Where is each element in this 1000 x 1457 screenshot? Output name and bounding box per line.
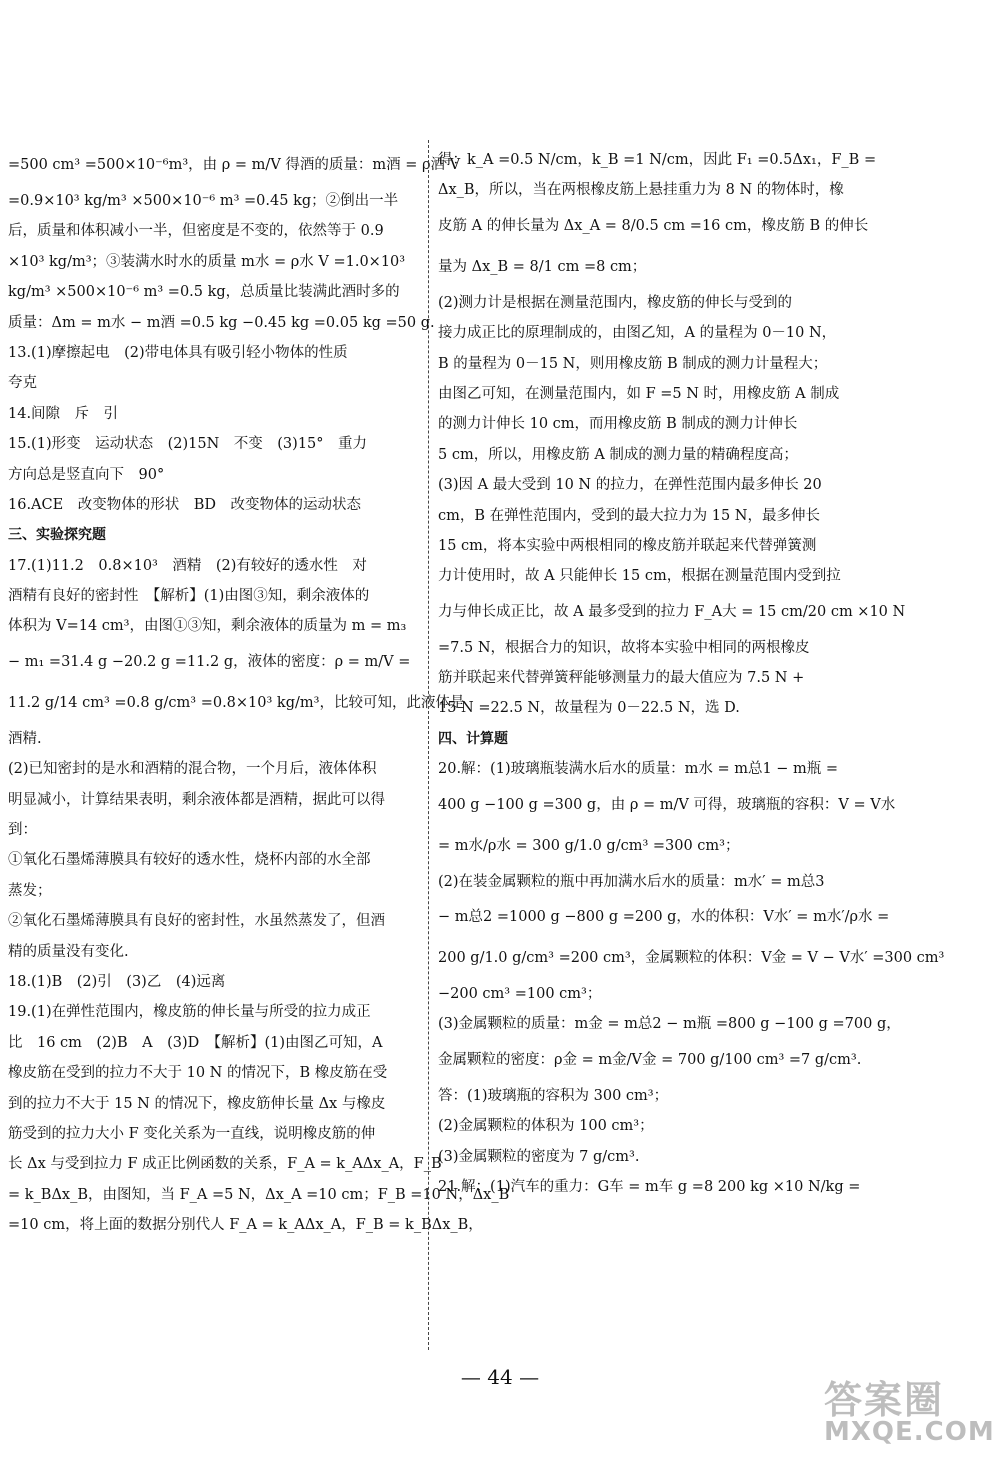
- text-line: 明显减小，计算结果表明，剩余液体都是酒精，据此可以得: [8, 791, 385, 808]
- watermark-logo: [820, 1361, 995, 1451]
- text-line: (2)测力计是根据在测量范围内，橡皮筋的伸长与受到的: [438, 294, 793, 311]
- page-number: — 44 —: [460, 1365, 540, 1389]
- text-line: 到的拉力不大于 15 N 的情况下，橡皮筋伸长量 Δx 与橡皮: [8, 1095, 386, 1112]
- text-line: − m总2 =1000 g −800 g =200 g，水的体积：V水′ = m水′/ρ水 =: [438, 909, 890, 926]
- text-line: 夸克: [8, 375, 37, 392]
- text-line: =7.5 N，根据合力的知识，故将本实验中相同的两根橡皮: [438, 639, 810, 656]
- text-line: 长 Δx 与受到拉力 F 成正比例函数的关系，F_A = k_AΔx_A，F_B: [8, 1156, 442, 1173]
- text-line: 体积为 V=14 cm³，由图①③知，剩余液体的质量为 m = m₃: [8, 618, 407, 635]
- text-line: ×10³ kg/m³；③装满水时水的质量 m水 = ρ水 V =1.0×10³: [8, 253, 406, 270]
- text-line: 的测力计伸长 10 cm，而用橡皮筋 B 制成的测力计伸长: [438, 416, 798, 433]
- text-line: 质量：Δm = m水 − m酒 =0.5 kg −0.45 kg =0.05 kg =50 g.: [8, 314, 435, 331]
- text-line: 蒸发；: [8, 882, 52, 899]
- column-divider: [428, 140, 429, 1350]
- text-line: 18.(1)B (2)引 (3)乙 (4)远离: [8, 973, 226, 990]
- text-line: 21.解：(1)汽车的重力：G车 = m车 g =8 200 kg ×10 N/kg =: [438, 1178, 861, 1195]
- text-line: 精的质量没有变化.: [8, 943, 129, 960]
- text-line: 橡皮筋在受到的拉力不大于 10 N 的情况下，B 橡皮筋在受: [8, 1065, 388, 1082]
- text-line: Δx_B，所以，当在两根橡皮筋上悬挂重力为 8 N 的物体时，橡: [438, 182, 844, 199]
- right-column: [438, 145, 945, 1202]
- text-line: 皮筋 A 的伸长量为 Δx_A = 8/0.5 cm =16 cm，橡皮筋 B 的伸长: [438, 217, 869, 234]
- text-line: 得：k_A =0.5 N/cm，k_B =1 N/cm，因此 F₁ =0.5Δx₁，F_B =: [438, 152, 877, 168]
- text-line: ①氧化石墨烯薄膜具有较好的透水性，烧杯内部的水全部: [8, 852, 371, 869]
- text-line: 13.(1)摩擦起电 (2)带电体具有吸引轻小物体的性质: [8, 344, 348, 361]
- text-line: 四、计算题: [438, 730, 508, 747]
- text-line: 方向总是竖直向下 90°: [8, 466, 165, 483]
- watermark-bottom-text: MXQE.COM: [824, 1417, 995, 1447]
- text-line: 11.2 g/14 cm³ =0.8 g/cm³ =0.8×10³ kg/m³，比较可知，此液体是: [8, 694, 465, 711]
- text-line: 筋并联起来代替弹簧秤能够测量力的最大值应为 7.5 N +: [438, 670, 805, 687]
- text-line: 力与伸长成正比，故 A 最多受到的拉力 F_A大 = 15 cm/20 cm ×10 N: [438, 603, 906, 620]
- text-line: (2)已知密封的是水和酒精的混合物，一个月后，液体体积: [8, 761, 377, 778]
- text-line: 力计使用时，故 A 只能伸长 15 cm，根据在测量范围内受到拉: [438, 568, 841, 585]
- text-line: 15 cm，将本实验中两根相同的橡皮筋并联起来代替弹簧测: [438, 537, 817, 554]
- text-line: 400 g −100 g =300 g，由 ρ = m/V 可得，玻璃瓶的容积：V = V水: [438, 796, 896, 813]
- text-line: 15 N =22.5 N，故量程为 0－22.5 N，选 D.: [438, 700, 740, 717]
- text-line: 19.(1)在弹性范围内，橡皮筋的伸长量与所受的拉力成正: [8, 1004, 371, 1021]
- text-line: 比 16 cm (2)B A (3)D 【解析】(1)由图乙可知，A: [8, 1034, 383, 1051]
- text-line: (3)因 A 最大受到 10 N 的拉力，在弹性范围内最多伸长 20: [438, 477, 822, 494]
- text-line: 5 cm，所以，用橡皮筋 A 制成的测力量的精确程度高；: [438, 446, 798, 463]
- text-line: 到：: [8, 822, 37, 839]
- text-line: 筋受到的拉力大小 F 变化关系为一直线，说明橡皮筋的伸: [8, 1125, 376, 1142]
- text-line: 20.解：(1)玻璃瓶装满水后水的质量：m水 = m总1 − m瓶 =: [438, 761, 839, 778]
- text-line: = k_BΔx_B，由图知，当 F_A =5 N，Δx_A =10 cm；F_B =10 N，Δx_B: [8, 1186, 510, 1203]
- text-line: cm，B 在弹性范围内，受到的最大拉力为 15 N，最多伸长: [438, 507, 820, 524]
- text-line: 答：(1)玻璃瓶的容积为 300 cm³；: [438, 1087, 669, 1104]
- text-line: 15.(1)形变 运动状态 (2)15N 不变 (3)15° 重力: [8, 436, 368, 453]
- text-line: =500 cm³ =500×10⁻⁶m³，由 ρ = m/V 得酒的质量：m酒 = ρ酒 V: [8, 157, 461, 173]
- text-line: 酒精.: [8, 730, 42, 747]
- text-line: 由图乙可知，在测量范围内，如 F =5 N 时，用橡皮筋 A 制成: [438, 385, 840, 402]
- text-line: 金属颗粒的密度：ρ金 = m金/V金 = 700 g/100 cm³ =7 g/cm³.: [438, 1051, 862, 1068]
- text-line: kg/m³ ×500×10⁻⁶ m³ =0.5 kg，总质量比装满此酒时多的: [8, 284, 400, 301]
- text-line: (3)金属颗粒的质量：m金 = m总2 − m瓶 =800 g −100 g =700 g，: [438, 1016, 901, 1033]
- text-line: (3)金属颗粒的密度为 7 g/cm³.: [438, 1148, 640, 1165]
- text-line: 后，质量和体积减小一半，但密度是不变的，依然等于 0.9: [8, 223, 384, 240]
- text-line: ②氧化石墨烯薄膜具有良好的密封性，水虽然蒸发了，但酒: [8, 913, 385, 930]
- text-line: =0.9×10³ kg/m³ ×500×10⁻⁶ m³ =0.45 kg；②倒出一半: [8, 193, 399, 209]
- text-line: B 的量程为 0－15 N，则用橡皮筋 B 制成的测力计量程大；: [438, 355, 828, 372]
- watermark-top-text: 答案圈: [824, 1378, 945, 1422]
- text-line: −200 cm³ =100 cm³；: [438, 986, 602, 1003]
- text-line: =10 cm，将上面的数据分别代人 F_A = k_AΔx_A，F_B = k_BΔx_B，: [8, 1217, 483, 1234]
- text-line: 16.ACE 改变物体的形状 BD 改变物体的运动状态: [8, 496, 361, 513]
- text-line: 14.间隙 斥 引: [8, 405, 119, 422]
- text-line: − m₁ =31.4 g −20.2 g =11.2 g，液体的密度：ρ = m/V =: [8, 653, 411, 670]
- text-line: 200 g/1.0 g/cm³ =200 cm³，金属颗粒的体积：V金 = V − V水′ =300 cm³: [438, 950, 945, 967]
- text-line: 三、实验探究题: [8, 527, 106, 544]
- text-line: 接力成正比的原理制成的，由图乙知，A 的量程为 0－10 N，: [438, 325, 837, 342]
- text-line: (2)金属颗粒的体积为 100 cm³；: [438, 1118, 654, 1135]
- text-line: (2)在装金属颗粒的瓶中再加满水后水的质量：m水′ = m总3: [438, 873, 825, 890]
- text-line: 17.(1)11.2 0.8×10³ 酒精 (2)有较好的透水性 对: [8, 557, 367, 574]
- text-line: 酒精有良好的密封性 【解析】(1)由图③知，剩余液体的: [8, 588, 370, 605]
- text-line: = m水/ρ水 = 300 g/1.0 g/cm³ =300 cm³；: [438, 837, 740, 854]
- text-line: 量为 Δx_B = 8/1 cm =8 cm；: [438, 258, 647, 275]
